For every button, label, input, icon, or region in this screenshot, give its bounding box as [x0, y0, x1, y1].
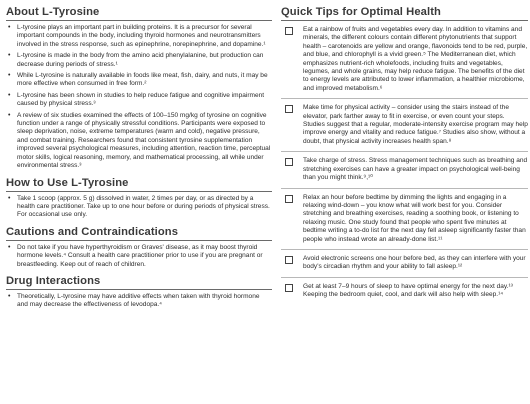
- tip-item: [281, 283, 528, 305]
- section-title-about: About L-Tyrosine: [6, 6, 272, 21]
- tip-checkbox[interactable]: [285, 27, 293, 35]
- cautions-item: • Do not take if you have hyperthyroidism or Graves' disease, as it may boost thyroid hormone levels.⁴ Consult a health care practitioner prior to use if you are pregnant or breastfeeding. Keep out of reach of children.: [6, 244, 272, 269]
- tips-list: [281, 26, 528, 305]
- tip-checkbox[interactable]: [285, 284, 293, 292]
- tip-text: Make time for physical activity – consider using the stairs instead of the elevator, park farther away to fit in exercise, or even count your steps. Studies suggest that a regular, moderate-intensity exercise program may help improve energy and vitality and reduce fatigue.⁷ Studies also show, without a doubt, that physical activity increases health span.⁸: [303, 104, 528, 145]
- howto-list: [6, 195, 272, 220]
- section-title-howto: How to Use L-Tyrosine: [6, 177, 272, 192]
- tip-checkbox[interactable]: [285, 158, 293, 166]
- tip-text: Avoid electronic screens one hour before bed, as they can interfere with your body's circadian rhythm and your ability to fall asleep.¹²: [303, 254, 526, 271]
- tip-text: Eat a rainbow of fruits and vegetables every day. In addition to vitamins and minerals, the different colours contain different phytonutrients that support health – carotenoids are yellow and orange, flavonoids tend to be red, purple, and blue, and chlorophyll is a vivid green.⁵ The Mediterranean diet, which emphasizes nutrient-rich wholefoods, including fruits and vegetables, legumes, and whole grains, may help reduce fatigue. The benefits of the diet to energy levels are attributed to lower inflammation, a healthier microbiome, and improved metabolism.⁶: [303, 26, 528, 92]
- tip-text: Take charge of stress. Stress management techniques such as breathing and stretching exercises can have a greater impact on psychological well-being than you might think.⁹,¹⁰: [303, 157, 528, 182]
- cautions-list: [6, 244, 272, 269]
- section-title-cautions: Cautions and Contraindications: [6, 226, 272, 241]
- about-item: • While L-tyrosine is naturally available in foods like meat, fish, dairy, and nuts, it may be more effective when consumed in free form.²: [6, 72, 272, 89]
- howto-item: • Take 1 scoop (approx. 5 g) dissolved in water, 2 times per day, or as directed by a health care practitioner. Take up to one hour before or during periods of physical stress. For occasional use only.: [6, 195, 272, 220]
- tip-text: Relax an hour before bedtime by dimming the lights and engaging in a relaxing wind-down – you know what will work best for you. Consider stretching and breathing exercises, reading a soothing book, or listening to relaxing music. One study found that people who spent five minutes at bedtime writing a to-do list for the next day fell asleep significantly faster than people who instead wrote an already-done list.¹¹: [303, 193, 526, 243]
- drug-list: [6, 293, 272, 310]
- about-item: • L-tyrosine plays an important part in building proteins. It is a precursor for several important compounds in the body, including thyroid hormones and neurotransmitters involved in the stress response, such as epinephrine, norepinephrine, and dopamine.¹: [6, 24, 272, 49]
- tip-checkbox[interactable]: [285, 256, 293, 264]
- drug-item: • Theoretically, L-tyrosine may have additive effects when taken with thyroid hormone and may decrease the effectiveness of levodopa.⁴: [6, 293, 272, 310]
- about-list: [6, 24, 272, 171]
- about-item: • A review of six studies examined the effects of 100–150 mg/kg of tyrosine on cognitive function under a range of physically stressful conditions. Participants were exposed to sleep deprivation, noise, extreme temperatures (warm and cold), negative pressure, and combat training. Researchers found that consistent tyrosine supplementation improved several psychological measures, including attention, reaction time, perceptual motor skills, logical reasoning, memory, and mathematical processing, all while under environmental stress.³: [6, 112, 272, 171]
- section-howto: [6, 177, 272, 220]
- about-item: • L-tyrosine has been shown in studies to help reduce fatigue and cognitive impairment caused by physical stress.³: [6, 92, 272, 109]
- tip-item: [281, 26, 528, 99]
- section-title-quick-tips: Quick Tips for Optimal Health: [281, 6, 528, 21]
- tip-checkbox[interactable]: [285, 105, 293, 113]
- tip-text: Get at least 7–9 hours of sleep to have optimal energy for the next day.¹³ Keeping the bedroom quiet, cool, and dark will also help with sleep.¹⁴: [303, 282, 513, 299]
- section-about: [6, 6, 272, 171]
- section-title-drug-interactions: Drug Interactions: [6, 275, 272, 290]
- left-column: [6, 6, 272, 316]
- tip-item: [281, 157, 528, 188]
- tip-checkbox[interactable]: [285, 195, 293, 203]
- section-cautions: [6, 226, 272, 269]
- tip-item: [281, 194, 528, 250]
- section-drug-interactions: [6, 275, 272, 310]
- tip-item: [281, 104, 528, 152]
- about-item: • L-tyrosine is made in the body from the amino acid phenylalanine, but production can decrease during periods of stress.¹: [6, 52, 272, 69]
- right-column: [281, 6, 528, 305]
- tip-item: [281, 255, 528, 278]
